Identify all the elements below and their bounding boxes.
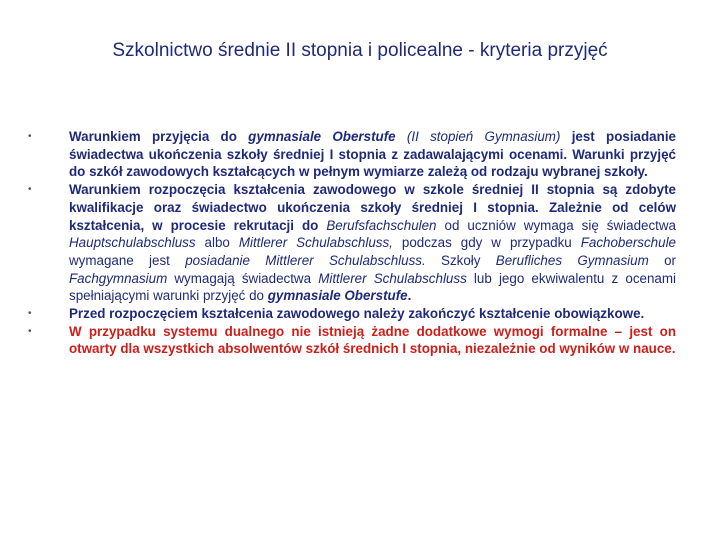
bullet-item-vocational-requirements [28,181,676,305]
bullet-item-dual-system [28,323,676,358]
emphasis-text: Fachoberschule [580,235,676,251]
bullet-text: Warunkiem rozpoczęcia kształcenia zawodowego w szkole średniej II stopnia są zdobyte kwalifikacje oraz świadectwo ukończenia szkoły średniej I stopnia. Zależnie od celów kształcenia, w procesie rekrutacji do [69,182,676,233]
bullet-text: W przypadku systemu dualnego nie istnieją żadne dodatkowe wymogi formalne – jest on otwarty dla wszystkich absolwentów szkół średnich I stopnia, niezależnie od wyników w nauce. [69,323,676,357]
emphasis-text: Hauptschulabschluss [69,235,196,251]
bullet-item-compulsory-education [28,305,676,323]
bullet-text: od uczniów wymaga się świadectwa [436,217,676,233]
emphasis-text: Mittlerer Schulabschluss, [238,235,393,251]
bullet-text: Szkoły [425,252,496,268]
bullet-list [28,128,676,358]
bullet-text: jest posiadanie świadectwa ukończenia szkoły średniej I stopnia z zadawalającymi ocenami. Warunki przyjęć do szkół zawodowych kształcących w pełnym wymiarze zależą od rodzaju wybranej szkoły. [69,129,676,180]
bullet-text: albo [195,235,239,251]
bullet-dot-icon: • [28,131,32,142]
bullet-text: podczas gdy w przypadku [392,235,581,251]
parenthetical-text: (II stopień Gymnasium) [395,129,561,144]
bullet-dot-icon: • [28,308,32,320]
slide-title: Szkolnictwo średnie II stopnia i policealne - kryteria przyjęć [112,40,608,61]
bullet-text: wymagają świadectwa [167,270,319,286]
bullet-text: wymagane jest [69,252,186,268]
bullet-dot-icon: • [28,184,32,196]
emphasis-text: posiadanie Mittlerer Schulabschluss. [185,252,426,268]
bullet-text: Przed rozpoczęciem kształcenia zawodowego należy zakończyć kształcenie obowiązkowe. [69,306,645,322]
bullet-text: Warunkiem przyjęcia do [69,129,249,144]
emphasis-text: Fachgymnasium [69,270,168,286]
emphasis-text: Berufsfachschulen [326,217,437,233]
emphasis-text: Berufliches Gymnasium [495,252,649,268]
emphasis-text: Mittlerer Schulabschluss [318,270,467,286]
emphasis-text: gymnasiale Oberstufe [248,129,396,144]
bullet-item-admission-gymnasium [28,128,676,181]
bullet-dot-icon: • [28,325,32,337]
emphasis-text: gymnasiale Oberstufe [267,288,408,304]
bullet-text: lub jego ekwiwalentu z ocenami spełniającymi warunki przyjęć do [69,270,676,304]
bullet-text: . [407,288,412,304]
bullet-text: or [648,252,676,268]
